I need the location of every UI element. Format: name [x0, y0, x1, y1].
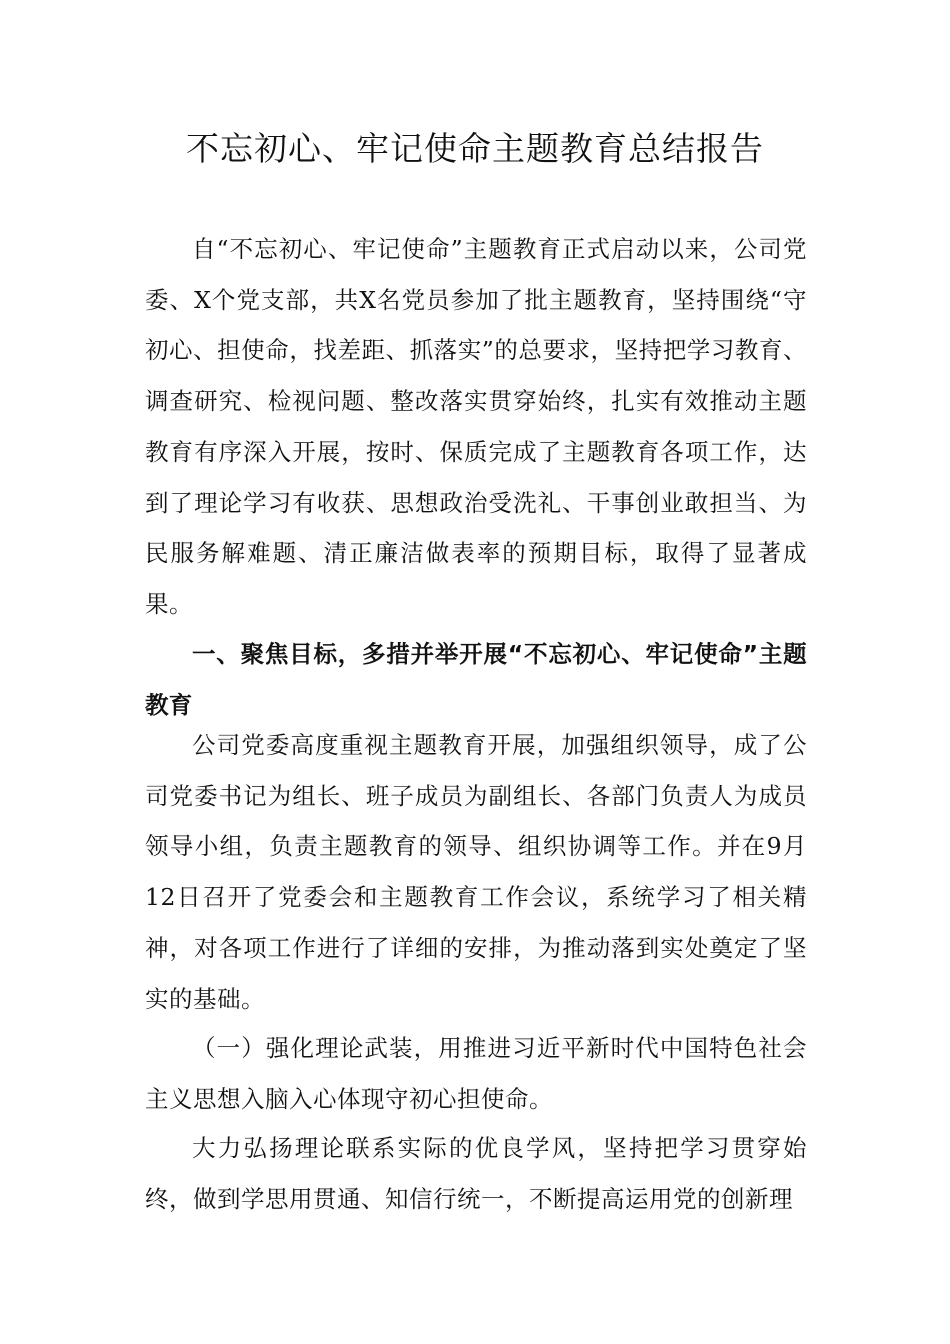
section-1-paragraph: 公司党委高度重视主题教育开展，加强组织领导，成了公司党委书记为组长、班子成员为副组长、各部门负责人为成员领导小组，负责主题教育的领导、组织协调等工作。并在9月12日召开了党委会和主题教育工作会议，系统学习了相关精神，对各项工作进行了详细的安排，为推动落到实处奠定了坚实的基础。 — [145, 731, 807, 1013]
subsection-1-paragraph: 大力弘扬理论联系实际的优良学风，坚持把学习贯穿始终，做到学思用贯通、知信行统一，不断提高运用党的创新理 — [145, 1134, 807, 1213]
subsection-heading-1: （一）强化理论武装，用推进习近平新时代中国特色社会主义思想入脑入心体现守初心担使命。 — [145, 1034, 807, 1113]
document-title: 不忘初心、牢记使命主题教育总结报告 — [186, 129, 764, 168]
intro-paragraph: 自“不忘初心、牢记使命”主题教育正式启动以来，公司党委、X个党支部，共X名党员参加了批主题教育，坚持围绕“守初心、担使命，找差距、抓落实”的总要求，坚持把学习教育、调查研究、检视问题、整改落实贯穿始终，扎实有效推动主题教育有序深入开展，按时、保质完成了主题教育各项工作，达到了理论学习有收获、思想政治受洗礼、干事创业敢担当、为民服务解难题、清正廉洁做表率的预期目标，取得了显著成果。 — [145, 235, 807, 618]
section-heading-1: 一、聚焦目标，多措并举开展“不忘初心、牢记使命”主题教育 — [145, 640, 807, 719]
